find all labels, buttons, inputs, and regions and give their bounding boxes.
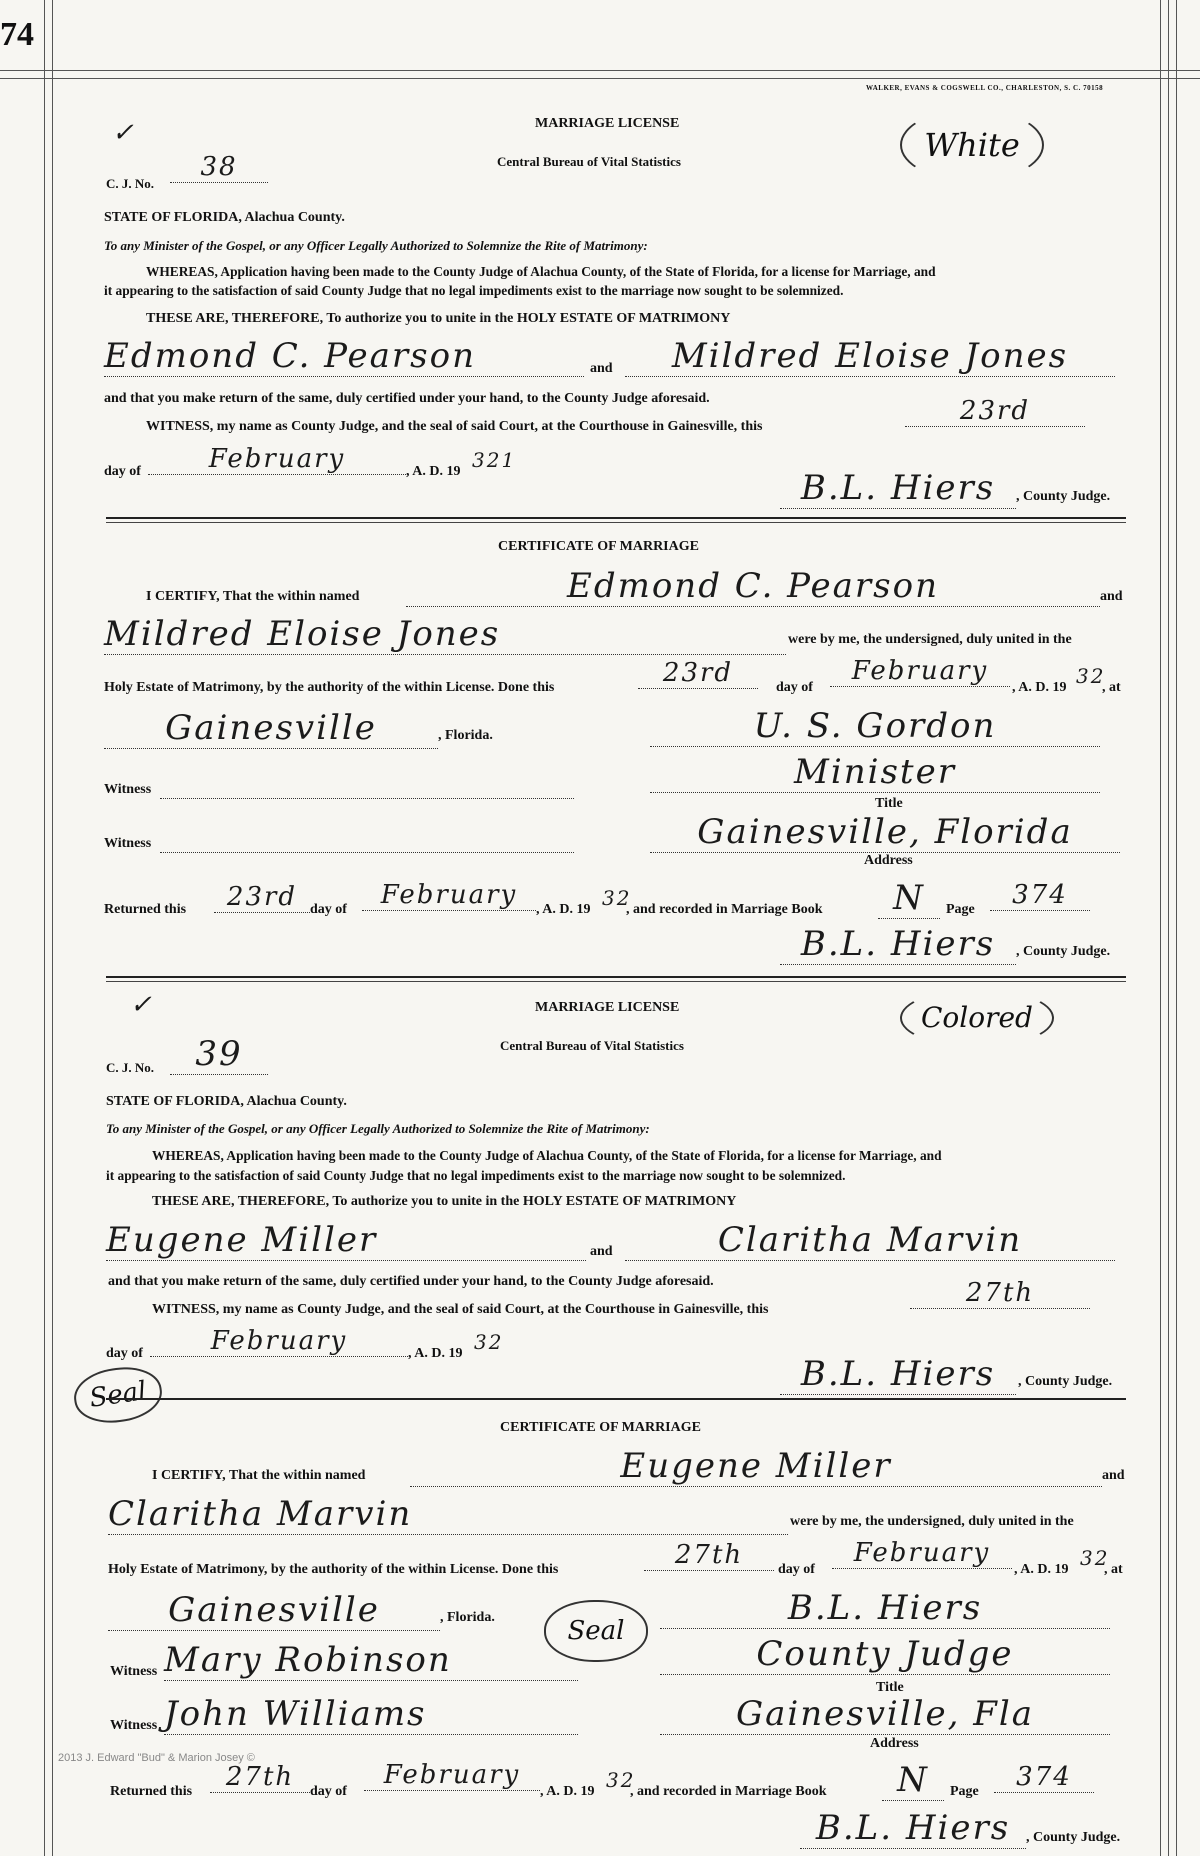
returned-label: Returned this — [110, 1784, 193, 1799]
done-month: February — [832, 1538, 1012, 1569]
done-year: 32 — [1076, 664, 1106, 688]
whereas-line-2: it appearing to the satisfaction of said County Judge that no legal impediments exist to the marriage now sought to be solemnized. — [104, 283, 844, 298]
issue-month: February — [150, 1326, 408, 1357]
officiant-seal: Seal — [544, 1600, 648, 1662]
these-are-line: THESE ARE, THEREFORE, To authorize you to unite in the HOLY ESTATE OF MATRIMONY — [146, 311, 731, 326]
address-label: Address — [864, 853, 913, 868]
whereas-line-1: WHEREAS, Application having been made to the County Judge of Alachua County, of the State of Florida, for a license for Marriage, and — [152, 1148, 942, 1163]
florida-label: , Florida. — [440, 1610, 495, 1625]
cj-label: C. J. No. — [106, 1060, 155, 1075]
issue-month: February — [148, 444, 406, 475]
issue-year: 32 — [474, 1330, 504, 1354]
day-of-label: day of — [104, 464, 141, 479]
returned-day-of: day of — [310, 1784, 347, 1799]
recorded-label: , and recorded in Marriage Book — [626, 902, 823, 917]
to-any-minister: To any Minister of the Gospel, or any Officer Legally Authorized to Solemnize the Rite of Matrimony: — [106, 1121, 650, 1136]
returned-label: Returned this — [104, 902, 187, 917]
done-ad: , A. D. 19 — [1012, 680, 1067, 695]
address-label: Address — [870, 1736, 919, 1751]
race-note: Colored — [900, 988, 1054, 1048]
holy-estate-line: Holy Estate of Matrimony, by the authority of the within License. Done this — [108, 1562, 559, 1577]
returned-day-of: day of — [310, 902, 347, 917]
return-county-judge-label: , County Judge. — [1016, 944, 1111, 959]
cert-and-label: and — [1100, 589, 1123, 604]
witness-1-label: Witness — [110, 1664, 158, 1679]
day-of-label: day of — [106, 1346, 143, 1361]
title-label: Title — [876, 1680, 904, 1695]
county-judge-label: , County Judge. — [1016, 489, 1111, 504]
witness-line: WITNESS, my name as County Judge, and the seal of said Court, at the Courthouse in Gainesville, this — [146, 419, 763, 434]
page-number: 74 — [0, 16, 34, 53]
witness-2-value — [160, 822, 574, 853]
page-label: Page — [950, 1784, 979, 1799]
marriage-place: Gainesville — [108, 1590, 440, 1631]
done-year: 32 — [1080, 1546, 1110, 1570]
return-county-judge-label: , County Judge. — [1026, 1830, 1121, 1845]
ad-label: , A. D. 19 — [408, 1346, 463, 1361]
officiant-address: Gainesville, Fla — [660, 1694, 1110, 1735]
issue-year: 321 — [472, 448, 517, 472]
cert-and-label: and — [1102, 1468, 1125, 1483]
united-line: were by me, the undersigned, duly united in the — [788, 632, 1072, 647]
officiant-signature: U. S. Gordon — [650, 706, 1100, 747]
returned-day: 23rd — [214, 882, 310, 913]
witness-2-label: Witness — [104, 836, 152, 851]
return-line: and that you make return of the same, duly certified under your hand, to the County Judge aforesaid. — [104, 391, 710, 406]
page-label: Page — [946, 902, 975, 917]
to-any-minister: To any Minister of the Gospel, or any Officer Legally Authorized to Solemnize the Rite of Matrimony: — [104, 238, 648, 253]
groom-name: Eugene Miller — [106, 1220, 586, 1261]
ad-label: , A. D. 19 — [406, 464, 461, 479]
done-day: 23rd — [638, 658, 758, 689]
section-divider-thin — [106, 981, 1126, 982]
done-ad: , A. D. 19 — [1014, 1562, 1069, 1577]
bride-name: Claritha Marvin — [625, 1220, 1115, 1261]
returned-month: February — [364, 1760, 540, 1791]
return-line: and that you make return of the same, duly certified under your hand, to the County Judge aforesaid. — [108, 1274, 714, 1289]
certificate-title: CERTIFICATE OF MARRIAGE — [498, 539, 699, 554]
section-divider — [106, 1398, 1126, 1400]
certificate-title: CERTIFICATE OF MARRIAGE — [500, 1420, 701, 1435]
section-divider-thin — [106, 522, 1126, 523]
state-line: STATE OF FLORIDA, Alachua County. — [106, 1094, 347, 1109]
witness-1-value — [160, 768, 574, 799]
copyright-watermark: 2013 J. Edward "Bud" & Marion Josey © — [58, 1752, 255, 1764]
certify-line: I CERTIFY, That the within named — [152, 1468, 366, 1483]
returned-day: 27th — [210, 1762, 310, 1793]
cj-label: C. J. No. — [106, 176, 155, 191]
bride-name: Mildred Eloise Jones — [625, 336, 1115, 377]
license-title: MARRIAGE LICENSE — [535, 1000, 680, 1015]
florida-label: , Florida. — [438, 728, 493, 743]
marriage-book: N — [882, 1760, 944, 1801]
section-divider — [106, 517, 1126, 519]
officiant-address: Gainesville, Florida — [650, 812, 1120, 853]
witness-line: WITNESS, my name as County Judge, and the seal of said Court, at the Courthouse in Gainesville, this — [152, 1302, 769, 1317]
judge-signature: B.L. Hiers — [780, 468, 1016, 509]
page-number-value: 374 — [990, 880, 1090, 911]
cert-bride-name: Mildred Eloise Jones — [104, 614, 786, 655]
cj-number: 38 — [170, 152, 268, 183]
done-day: 27th — [644, 1540, 774, 1571]
witness-2-value: John Williams — [164, 1694, 578, 1735]
and-label: and — [590, 1244, 613, 1259]
marriage-place: Gainesville — [104, 708, 438, 749]
bureau-label: Central Bureau of Vital Statistics — [500, 1038, 684, 1053]
officiant-signature: B.L. Hiers — [660, 1588, 1110, 1629]
whereas-line-2: it appearing to the satisfaction of said County Judge that no legal impediments exist to the marriage now sought to be solemnized. — [106, 1168, 846, 1183]
return-judge-signature: B.L. Hiers — [780, 924, 1016, 965]
county-judge-label: , County Judge. — [1018, 1374, 1113, 1389]
officiant-title: Minister — [650, 752, 1100, 793]
check-mark: ✓ — [112, 118, 136, 148]
done-at: , at — [1102, 680, 1121, 695]
witness-1-value: Mary Robinson — [164, 1640, 578, 1681]
whereas-line-1: WHEREAS, Application having been made to the County Judge of Alachua County, of the State of Florida, for a license for Marriage, and — [146, 264, 936, 279]
officiant-title: County Judge — [660, 1634, 1110, 1675]
returned-year: 32 — [606, 1768, 636, 1792]
united-line: were by me, the undersigned, duly united in the — [790, 1514, 1074, 1529]
section-divider — [106, 976, 1126, 978]
cert-bride-name: Claritha Marvin — [108, 1494, 788, 1535]
returned-month: February — [362, 880, 536, 911]
marriage-book: N — [878, 878, 940, 919]
certify-line: I CERTIFY, That the within named — [146, 589, 360, 604]
cert-groom-name: Eugene Miller — [410, 1446, 1102, 1487]
return-judge-signature: B.L. Hiers — [800, 1808, 1026, 1849]
done-month: February — [830, 656, 1010, 687]
license-title: MARRIAGE LICENSE — [535, 116, 680, 131]
returned-year: 32 — [602, 886, 632, 910]
done-at: , at — [1104, 1562, 1123, 1577]
judge-signature: B.L. Hiers — [780, 1354, 1016, 1395]
check-mark: ✓ — [130, 990, 154, 1020]
page-number-value: 374 — [994, 1762, 1094, 1793]
returned-ad: , A. D. 19 — [540, 1784, 595, 1799]
cj-number: 39 — [170, 1034, 268, 1075]
done-day-of: day of — [778, 1562, 815, 1577]
holy-estate-line: Holy Estate of Matrimony, by the authority of the within License. Done this — [104, 680, 555, 695]
race-note: White — [900, 108, 1044, 182]
witness-1-label: Witness — [104, 782, 152, 797]
done-day-of: day of — [776, 680, 813, 695]
issue-day: 27th — [910, 1278, 1090, 1309]
witness-2-label: Witness — [110, 1718, 158, 1733]
returned-ad: , A. D. 19 — [536, 902, 591, 917]
these-are-line: THESE ARE, THEREFORE, To authorize you to unite in the HOLY ESTATE OF MATRIMONY — [152, 1194, 737, 1209]
issue-day: 23rd — [905, 396, 1085, 427]
printer-imprint: WALKER, EVANS & COGSWELL CO., CHARLESTON, S. C. 70158 — [866, 84, 1104, 92]
cert-groom-name: Edmond C. Pearson — [406, 566, 1100, 607]
and-label: and — [590, 361, 613, 376]
recorded-label: , and recorded in Marriage Book — [630, 1784, 827, 1799]
state-line: STATE OF FLORIDA, Alachua County. — [104, 210, 345, 225]
groom-name: Edmond C. Pearson — [104, 336, 584, 377]
title-label: Title — [875, 796, 903, 811]
court-seal: Seal — [71, 1362, 166, 1428]
bureau-label: Central Bureau of Vital Statistics — [497, 154, 681, 169]
